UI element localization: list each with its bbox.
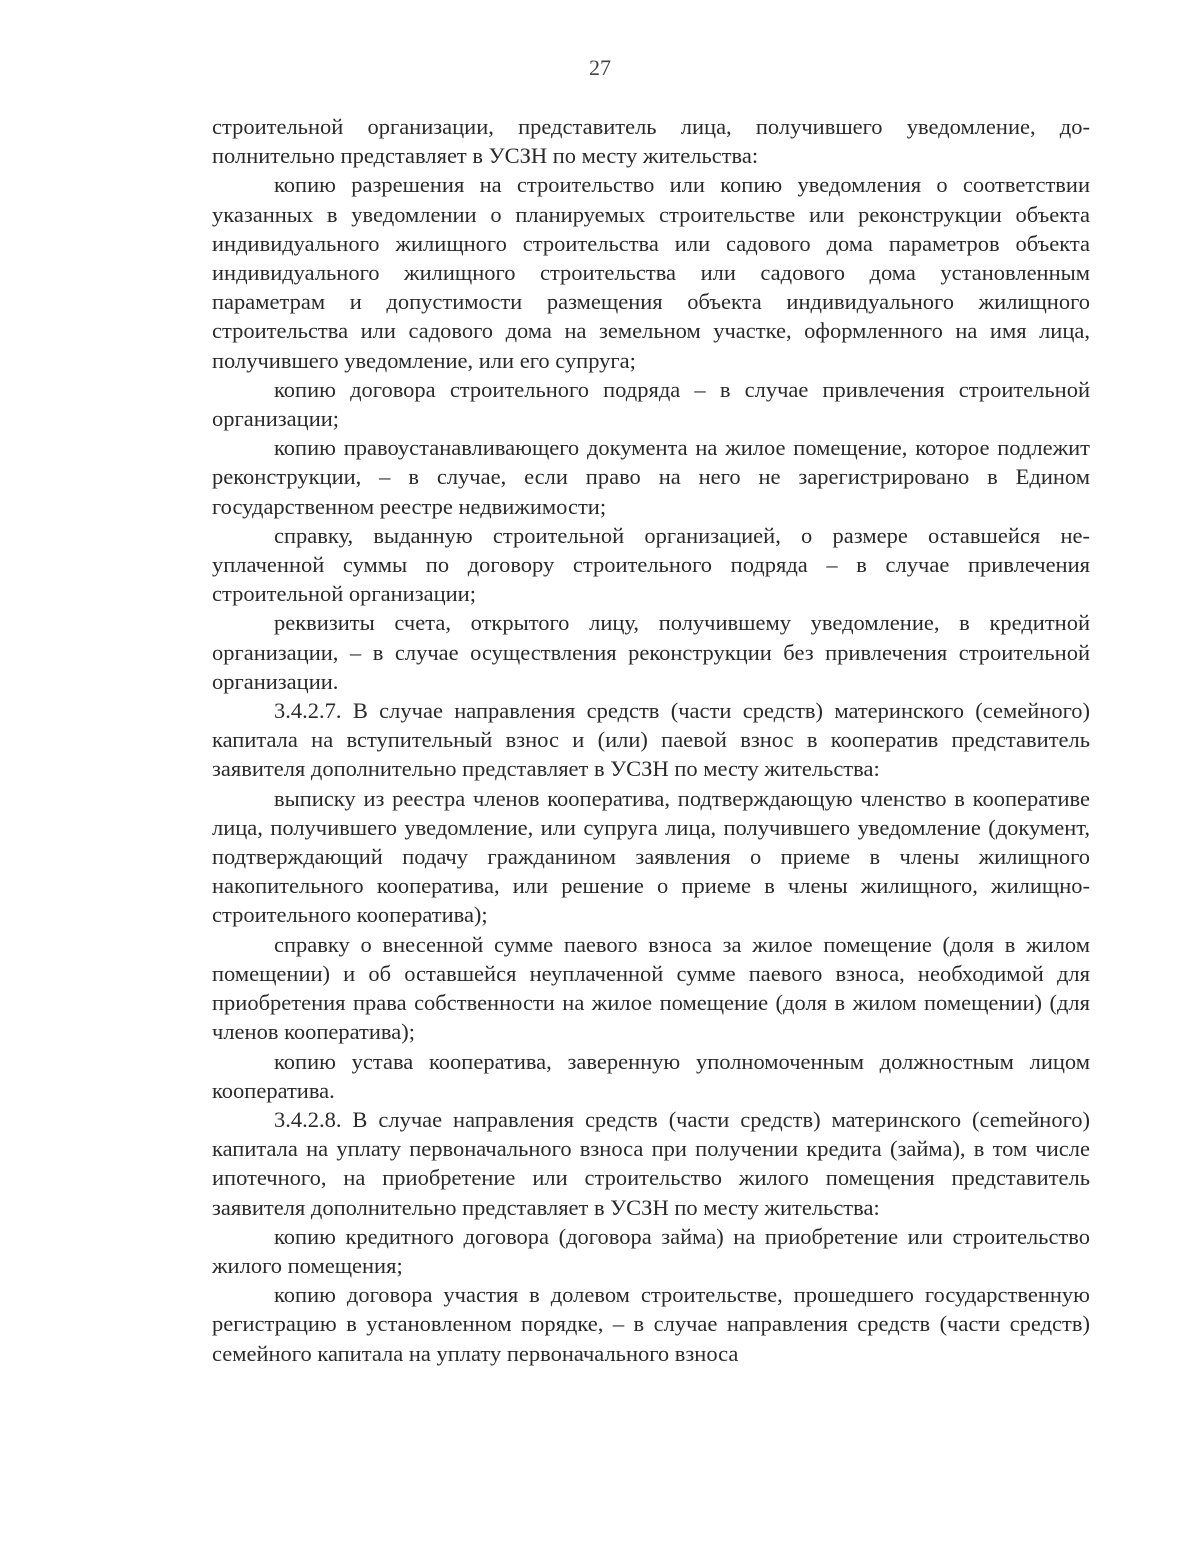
paragraph-unpaid-sum-certificate: справку, выданную строительной организацией, о размере оставшейся неуплаченной суммы по договору строительного подряда – в случае привлечения строительной организации; xyxy=(212,522,1090,607)
paragraph-continuation: строительной организации, представитель лица, получившего уведомление, дополнительно представляет в УСЗН по месту жительства: xyxy=(212,114,1090,169)
paragraph-cooperative-charter: копию устава кооператива, заверенную уполномоченным должностным лицом кооператива. xyxy=(212,1048,1090,1103)
paragraph-construction-contract: копию договора строительного подряда – в случае привлечения строительной организации; xyxy=(212,376,1090,432)
paragraph-shared-construction-agreement: копию договора участия в долевом строительстве, прошедшего государственную регистрацию в установленном порядке, – в случае направления средств (части средств) семейного капитала на уплату первоначального взноса xyxy=(212,1282,1090,1366)
paragraph-building-permit: копию разрешения на строительство или копию уведомления о соответствии указанных в уведомлении о планируемых строительстве или реконструкции объекта индивидуального жилищного строительства или садового дома параметров объекта индивидуального жилищного строительства или садового дома установленным параметрам и допустимости размещения объекта индивидуального жилищного строительства или садового дома на земельном участке, оформленного на имя лица, получившего уведомление, или его супруга; xyxy=(212,172,1090,373)
paragraph-title-document: копию правоустанавливающего документа на жилое помещение, которое подлежит реконструкции, – в случае, если право на него не зарегистрировано в Едином государственном реестре недвижимости; xyxy=(212,435,1090,519)
paragraph-cooperative-register-extract: выписку из реестра членов кооператива, подтверждающую членство в кооперативе лица, получившего уведомление, или супруга лица, получившего уведомление (документ, подтверждающий подачу гражданином заявления о приеме в члены жилищного накопительного кооператива, или решение о приеме в члены жилищного, жилищно-строительного кооператива); xyxy=(212,785,1090,928)
document-body xyxy=(212,112,1090,1368)
page-number: 27 xyxy=(589,55,611,80)
paragraph-share-contribution-certificate: справку о внесенной сумме паевого взноса за жилое помещение (доля в жилом помещении) и об оставшейся неуплаченной сумме паевого взноса, необходимой для приобретения права собственности на жилое помещение (доля в жилом помещении) (для членов кооператива); xyxy=(212,931,1090,1045)
paragraph-section-3-4-2-7: 3.4.2.7. В случае направления средств (части средств) материнского (семейного) капитала на вступительный взнос и (или) паевой взнос в кооператив представитель заявителя дополнительно представляет в УСЗН по месту жительства: xyxy=(212,698,1090,782)
paragraph-account-details: реквизиты счета, открытого лицу, получившему уведомление, в кредитной организации, – в случае осуществления реконструкции без привлечения строительной организации. xyxy=(212,610,1090,694)
paragraph-loan-agreement: копию кредитного договора (договора займа) на приобретение или строительство жилого помещения; xyxy=(212,1223,1090,1278)
paragraph-section-3-4-2-8: 3.4.2.8. В случае направления средств (части средств) материнского (сеmейного) капитала на уплату первоначального взноса при получении кредита (займа), в том числе ипотечного, на приобретение или строительство жилого помещения представитель заявителя дополнительно представляет в УСЗН по месту жительства: xyxy=(212,1106,1090,1220)
